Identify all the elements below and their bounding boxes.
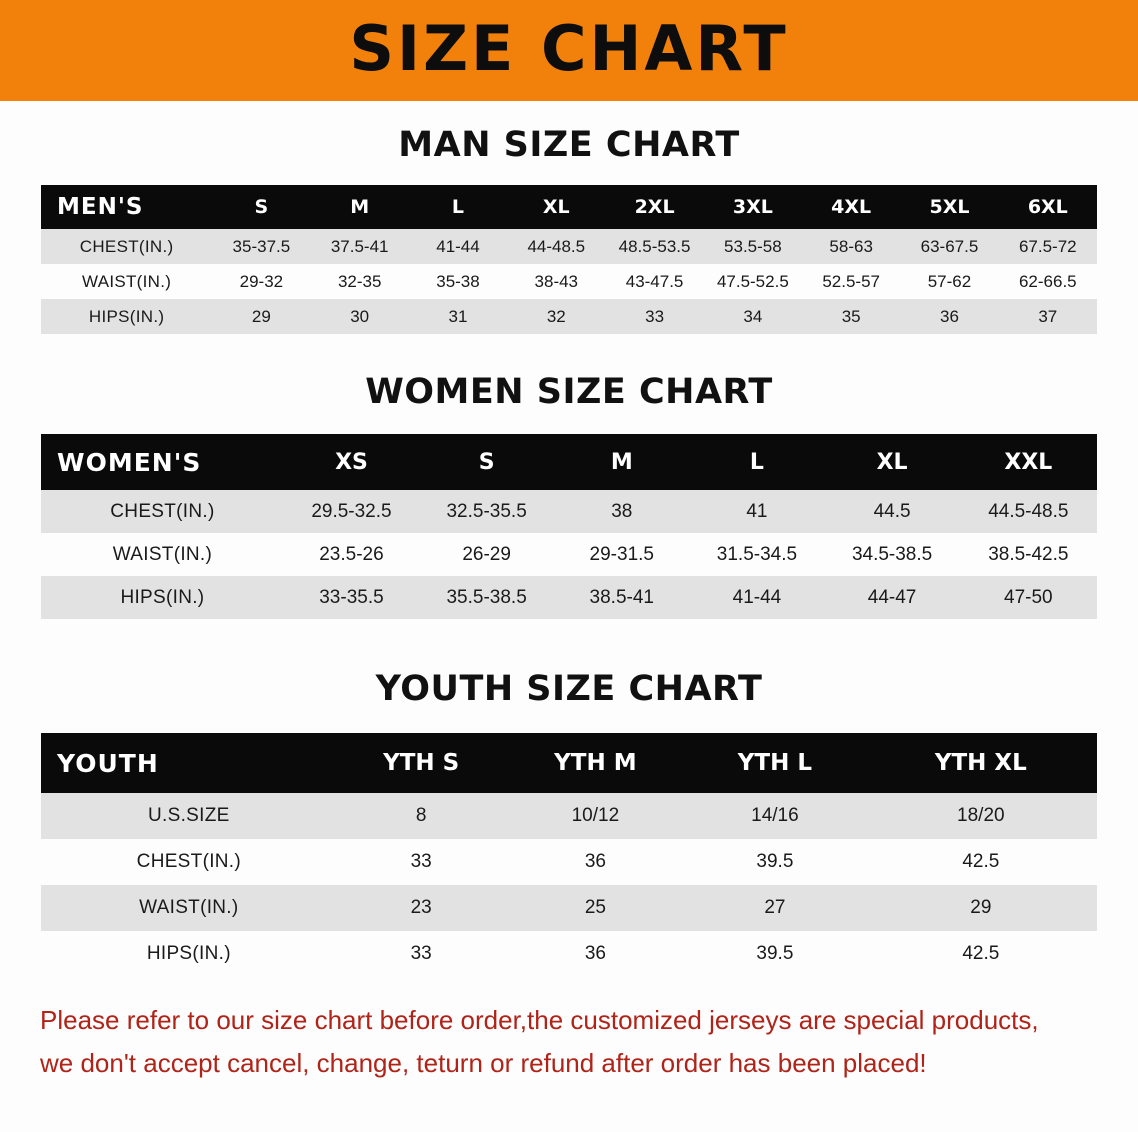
women-size-header: XL (825, 434, 960, 490)
cell: 39.5 (685, 839, 865, 885)
women-table-wrap (0, 434, 1138, 619)
policy-note-line-2: we don't accept cancel, change, teturn or refund after order has been placed! (40, 1047, 927, 1078)
cell: 8 (337, 793, 506, 839)
cell: 53.5-58 (704, 229, 802, 264)
cell: 14/16 (685, 793, 865, 839)
cell: 32 (507, 299, 605, 334)
cell: 32.5-35.5 (419, 490, 554, 533)
youth-header-label: YOUTH (41, 733, 337, 793)
cell: 43-47.5 (605, 264, 703, 299)
row-label: HIPS(IN.) (41, 931, 337, 977)
policy-note-line-1: Please refer to our size chart before order,the customized jerseys are special products, (40, 1005, 1039, 1035)
table-row (41, 839, 1097, 885)
women-header-label: WOMEN'S (41, 434, 284, 490)
cell: 38 (554, 490, 689, 533)
man-section-heading: MAN SIZE CHART (398, 125, 740, 165)
cell: 37 (999, 299, 1097, 334)
cell: 39.5 (685, 931, 865, 977)
table-row (41, 229, 1097, 264)
men-size-header: 2XL (605, 185, 703, 229)
cell: 44.5-48.5 (960, 490, 1097, 533)
cell: 63-67.5 (900, 229, 998, 264)
row-label: HIPS(IN.) (41, 299, 212, 334)
men-size-header: L (409, 185, 507, 229)
cell: 38.5-42.5 (960, 533, 1097, 576)
cell: 42.5 (865, 839, 1097, 885)
cell: 36 (506, 839, 686, 885)
cell: 29 (865, 885, 1097, 931)
policy-note (0, 999, 1138, 1085)
cell: 29-31.5 (554, 533, 689, 576)
table-row (41, 885, 1097, 931)
cell: 33 (337, 931, 506, 977)
cell: 29-32 (212, 264, 310, 299)
cell: 44.5 (825, 490, 960, 533)
row-label: WAIST(IN.) (41, 885, 337, 931)
cell: 38.5-41 (554, 576, 689, 619)
cell: 52.5-57 (802, 264, 900, 299)
cell: 31 (409, 299, 507, 334)
row-label: CHEST(IN.) (41, 490, 284, 533)
cell: 18/20 (865, 793, 1097, 839)
men-size-header: S (212, 185, 310, 229)
cell: 41-44 (409, 229, 507, 264)
row-label: U.S.SIZE (41, 793, 337, 839)
row-label: CHEST(IN.) (41, 839, 337, 885)
cell: 41 (689, 490, 824, 533)
table-row (41, 264, 1097, 299)
men-size-header: M (311, 185, 409, 229)
table-row (41, 793, 1097, 839)
cell: 38-43 (507, 264, 605, 299)
men-size-header: 3XL (704, 185, 802, 229)
table-row (41, 490, 1097, 533)
table-row (41, 931, 1097, 977)
table-header-row (41, 185, 1097, 229)
cell: 47.5-52.5 (704, 264, 802, 299)
row-label: WAIST(IN.) (41, 533, 284, 576)
cell: 35.5-38.5 (419, 576, 554, 619)
cell: 41-44 (689, 576, 824, 619)
youth-section-heading: YOUTH SIZE CHART (375, 669, 763, 709)
man-size-table (41, 185, 1097, 334)
cell: 33 (337, 839, 506, 885)
cell: 10/12 (506, 793, 686, 839)
youth-size-header: YTH L (685, 733, 865, 793)
women-size-header: L (689, 434, 824, 490)
table-row (41, 299, 1097, 334)
cell: 23 (337, 885, 506, 931)
cell: 37.5-41 (311, 229, 409, 264)
cell: 48.5-53.5 (605, 229, 703, 264)
banner (0, 0, 1138, 101)
women-size-table (41, 434, 1097, 619)
cell: 36 (900, 299, 998, 334)
cell: 58-63 (802, 229, 900, 264)
row-label: WAIST(IN.) (41, 264, 212, 299)
page-title: SIZE CHART (349, 11, 789, 85)
cell: 35-37.5 (212, 229, 310, 264)
table-header-row (41, 434, 1097, 490)
row-label: HIPS(IN.) (41, 576, 284, 619)
cell: 57-62 (900, 264, 998, 299)
youth-size-header: YTH S (337, 733, 506, 793)
men-size-header: 4XL (802, 185, 900, 229)
cell: 62-66.5 (999, 264, 1097, 299)
cell: 33 (605, 299, 703, 334)
cell: 34 (704, 299, 802, 334)
youth-size-table (41, 733, 1097, 977)
cell: 30 (311, 299, 409, 334)
men-size-header: 6XL (999, 185, 1097, 229)
women-size-header: XS (284, 434, 419, 490)
youth-size-header: YTH M (506, 733, 686, 793)
cell: 67.5-72 (999, 229, 1097, 264)
cell: 34.5-38.5 (825, 533, 960, 576)
cell: 42.5 (865, 931, 1097, 977)
women-size-header: XXL (960, 434, 1097, 490)
cell: 27 (685, 885, 865, 931)
cell: 35 (802, 299, 900, 334)
cell: 23.5-26 (284, 533, 419, 576)
man-table-wrap (0, 185, 1138, 334)
table-row (41, 533, 1097, 576)
cell: 31.5-34.5 (689, 533, 824, 576)
cell: 25 (506, 885, 686, 931)
cell: 44-48.5 (507, 229, 605, 264)
cell: 47-50 (960, 576, 1097, 619)
men-size-header: XL (507, 185, 605, 229)
cell: 29 (212, 299, 310, 334)
cell: 44-47 (825, 576, 960, 619)
cell: 29.5-32.5 (284, 490, 419, 533)
row-label: CHEST(IN.) (41, 229, 212, 264)
men-size-header: 5XL (900, 185, 998, 229)
men-header-label: MEN'S (41, 185, 212, 229)
women-size-header: M (554, 434, 689, 490)
women-section-heading: WOMEN SIZE CHART (365, 372, 773, 412)
women-size-header: S (419, 434, 554, 490)
cell: 26-29 (419, 533, 554, 576)
cell: 36 (506, 931, 686, 977)
cell: 35-38 (409, 264, 507, 299)
table-row (41, 576, 1097, 619)
youth-table-wrap (0, 733, 1138, 977)
youth-size-header: YTH XL (865, 733, 1097, 793)
table-header-row (41, 733, 1097, 793)
cell: 33-35.5 (284, 576, 419, 619)
cell: 32-35 (311, 264, 409, 299)
